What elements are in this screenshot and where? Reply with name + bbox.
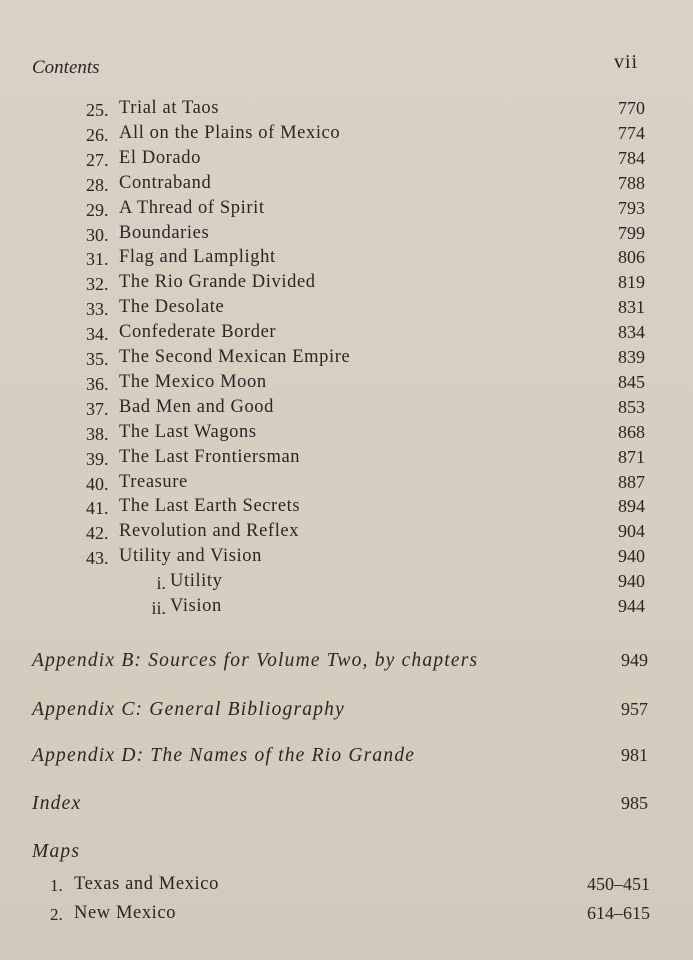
chapter-page: 853: [618, 396, 645, 417]
chapter-page: 819: [618, 272, 645, 293]
toc-subentry: [0, 571, 693, 596]
appendix-entry: [0, 793, 693, 821]
toc-entry: [0, 472, 693, 497]
chapter-number: 37.: [86, 398, 109, 419]
chapter-page: 894: [618, 496, 645, 517]
chapter-title: A Thread of Spirit: [119, 197, 265, 218]
chapter-number: 30.: [86, 224, 109, 245]
toc-entry: [0, 546, 693, 571]
chapter-number: 27.: [86, 149, 109, 170]
map-title: New Mexico: [74, 903, 177, 923]
chapter-number: 38.: [86, 423, 109, 444]
toc-entry: [0, 98, 693, 123]
toc-entry: [0, 322, 693, 347]
chapter-title: Trial at Taos: [119, 98, 220, 118]
toc-entry: [0, 223, 693, 248]
chapter-title: The Second Mexican Empire: [119, 347, 351, 367]
subsection-number: i.: [156, 573, 166, 594]
appendix-entry: [0, 650, 693, 678]
appendix-page: 949: [621, 650, 648, 670]
chapter-page: 806: [618, 247, 645, 268]
chapter-page: 940: [618, 546, 645, 567]
chapter-number: 41.: [86, 498, 109, 519]
chapter-number: 31.: [86, 249, 109, 270]
appendix-title: Appendix D: The Names of the Rio Grande: [32, 745, 416, 766]
appendix-entry: [0, 745, 693, 773]
chapter-title: The Rio Grande Divided: [119, 272, 316, 293]
page-title: Contents: [32, 57, 100, 78]
appendix-entry: [0, 699, 693, 727]
chapter-title: Flag and Lamplight: [119, 247, 276, 268]
chapter-title: The Mexico Moon: [119, 371, 267, 392]
subsection-title: Vision: [170, 596, 222, 616]
chapter-page: 799: [618, 222, 645, 243]
chapter-page: 845: [618, 371, 645, 392]
toc-entry: [0, 397, 693, 422]
appendix-page: 981: [621, 745, 648, 765]
toc-entry: [0, 372, 693, 397]
toc-entry: [0, 148, 693, 173]
toc-entry: [0, 496, 693, 521]
toc-entry: [0, 422, 693, 447]
chapter-number: 26.: [86, 124, 109, 145]
map-number: 1.: [50, 876, 63, 895]
chapter-page: 784: [618, 147, 645, 168]
subsection-page: 940: [618, 571, 645, 592]
chapter-page: 887: [618, 471, 645, 492]
toc-entry: [0, 272, 693, 297]
chapter-page: 793: [618, 197, 645, 218]
chapter-page: 834: [618, 322, 645, 343]
toc-entry: [0, 297, 693, 322]
chapter-title: Treasure: [119, 471, 188, 492]
appendix-title: Appendix C: General Bibliography: [32, 699, 345, 720]
map-entry: [0, 903, 693, 928]
chapter-title: Boundaries: [119, 222, 210, 243]
appendix-title: Appendix B: Sources for Volume Two, by chapters: [32, 650, 479, 671]
chapter-page: 871: [618, 446, 645, 467]
appendix-page: 957: [621, 699, 648, 719]
chapter-number: 36.: [86, 373, 109, 394]
chapter-page: 770: [618, 98, 645, 118]
chapter-number: 33.: [86, 299, 109, 320]
chapter-number: 25.: [86, 100, 109, 120]
chapter-page: 788: [618, 172, 645, 193]
chapter-number: 28.: [86, 174, 109, 195]
chapter-title: Contraband: [119, 172, 212, 193]
appendix-page: 985: [621, 793, 648, 813]
map-number: 2.: [50, 905, 63, 924]
chapter-title: Revolution and Reflex: [119, 521, 300, 542]
chapter-number: 39.: [86, 448, 109, 469]
map-page: 450–451: [587, 874, 650, 894]
toc-entry: [0, 447, 693, 472]
toc-entry: [0, 521, 693, 546]
maps-heading: Maps: [32, 841, 81, 862]
page-number: vii: [614, 51, 639, 73]
chapter-title: Utility and Vision: [119, 546, 262, 567]
toc-entry: [0, 247, 693, 272]
toc-entry: [0, 198, 693, 223]
chapter-number: 42.: [86, 523, 109, 544]
chapter-page: 774: [618, 122, 645, 143]
chapter-title: The Last Frontiersman: [119, 446, 301, 467]
chapter-number: 40.: [86, 473, 109, 494]
subsection-number: ii.: [151, 598, 166, 618]
map-page: 614–615: [587, 903, 650, 923]
map-entry: [0, 874, 693, 899]
chapter-page: 868: [618, 421, 645, 442]
chapter-number: 35.: [86, 349, 109, 369]
chapter-title: The Last Wagons: [119, 421, 257, 442]
chapter-number: 32.: [86, 274, 109, 295]
chapter-number: 29.: [86, 199, 109, 220]
chapter-page: 831: [618, 297, 645, 318]
toc-subentry: [0, 596, 693, 621]
chapter-title: Bad Men and Good: [119, 396, 275, 417]
toc-entry: [0, 173, 693, 198]
chapter-number: 43.: [86, 548, 109, 569]
subsection-page: 944: [618, 596, 645, 616]
chapter-title: All on the Plains of Mexico: [119, 122, 341, 143]
chapter-title: The Desolate: [119, 297, 225, 318]
toc-entry: [0, 347, 693, 372]
map-title: Texas and Mexico: [74, 874, 219, 894]
chapter-title: The Last Earth Secrets: [119, 496, 301, 517]
subsection-title: Utility: [170, 571, 223, 592]
chapter-page: 839: [618, 347, 645, 367]
chapter-number: 34.: [86, 324, 109, 345]
appendix-title: Index: [32, 793, 82, 814]
chapter-title: El Dorado: [119, 147, 201, 168]
chapter-title: Confederate Border: [119, 322, 277, 343]
chapter-page: 904: [618, 521, 645, 542]
toc-entry: [0, 123, 693, 148]
